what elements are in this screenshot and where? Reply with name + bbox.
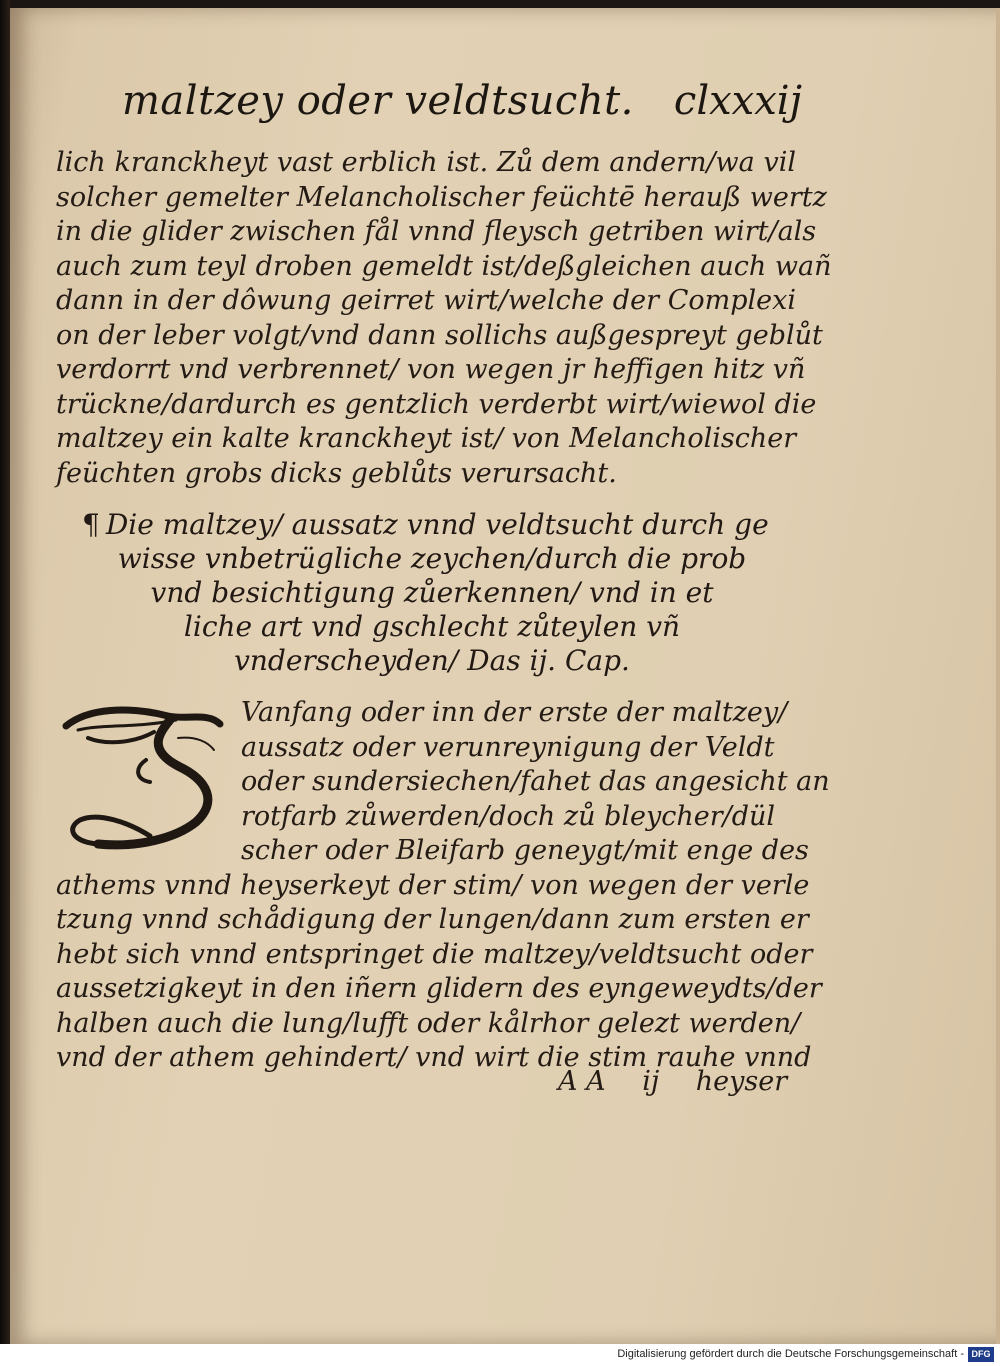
text-line: athems vnnd heyserkeyt der stim/ von wegen der verle: [56, 869, 810, 901]
heading-line: liche art vnd gschlecht zůteylen vñ: [183, 610, 681, 643]
leaf-number: ij: [642, 1066, 660, 1097]
folio-number: clxxxij: [673, 78, 802, 124]
text-line: tzung vnnd schådigung der lungen/dann zum ersten er: [56, 904, 809, 935]
pilcrow-icon: ¶: [82, 508, 100, 541]
text-line: hebt sich vnnd entspringet die maltzey/veldtsucht oder: [56, 938, 813, 970]
heading-line: vnd besichtigung zůerkennen/ vnd in et: [150, 576, 714, 609]
text-line: vnd der athem gehindert/ vnd wirt die stim rauhe vnnd: [56, 1042, 812, 1073]
chapter-text: [56, 696, 830, 1076]
text-line: solcher gemelter Melancholischer feüchtē herauß wertz: [56, 181, 827, 213]
digitization-footer: [0, 1344, 1000, 1366]
text-line: verdorrt vnd verbrennet/ von wegen jr heffigen hitz vñ: [56, 354, 806, 385]
heading-text: Die maltzey/ aussatz vnnd veldtsucht durch ge: [105, 508, 769, 541]
running-title: maltzey oder veldtsucht.: [122, 78, 634, 124]
text-line: lich kranckheyt vast erblich ist. Zů dem andern/wa vil: [56, 147, 796, 178]
page-header: [122, 78, 802, 148]
chapter-heading: [82, 508, 782, 678]
text-line: trückne/dardurch es gentzlich verderbt wirt/wiewol die: [56, 388, 817, 420]
catchline: [558, 1066, 798, 1097]
text-line: rotfarb zůwerden/doch zů bleycher/dül: [241, 800, 776, 832]
text-line: maltzey ein kalte kranckheyt ist/ von Melancholischer: [56, 423, 797, 454]
heading-line: [82, 508, 782, 542]
funding-credit: Digitalisierung gefördert durch die Deutsche Forschungsgemeinschaft -: [617, 1348, 964, 1360]
text-line: auch zum teyl droben gemeldt ist/deßgleichen auch wañ: [56, 250, 832, 282]
text-line: halben auch die lung/lufft oder kålrhor gelezt werden/: [56, 1007, 801, 1039]
text-line: dann in der dôwung geirret wirt/welche der Complexi: [56, 285, 796, 316]
signature-mark: A A: [558, 1066, 606, 1097]
text-line: scher oder Bleifarb geneygt/mit enge des: [241, 835, 809, 866]
text-line: on der leber volgt/vnd dann sollichs außgespreyt geblůt: [56, 319, 823, 351]
paragraph-one: [56, 146, 832, 491]
book-gutter-edge: [0, 0, 10, 1352]
dfg-logo-icon: DFG: [968, 1347, 994, 1362]
text-line: feüchten grobs dicks geblůts verursacht.: [56, 457, 617, 489]
book-page: [10, 8, 1000, 1344]
text-line: oder sundersiechen/fahet das angesicht an: [241, 766, 830, 797]
heading-line: vnderscheyden/ Das ij. Cap.: [234, 644, 630, 677]
catchword: heyser: [695, 1066, 788, 1097]
text-line: in die glider zwischen fål vnnd fleysch getriben wirt/als: [56, 216, 817, 247]
text-line: aussetzigkeyt in den iñern glidern des eyngeweydts/der: [56, 973, 822, 1004]
text-line: aussatz oder verunreynigung der Veldt: [241, 731, 775, 763]
text-line: Vanfang oder inn der erste der maltzey/: [241, 697, 788, 728]
heading-line: wisse vnbetrügliche zeychen/durch die prob: [117, 542, 747, 575]
